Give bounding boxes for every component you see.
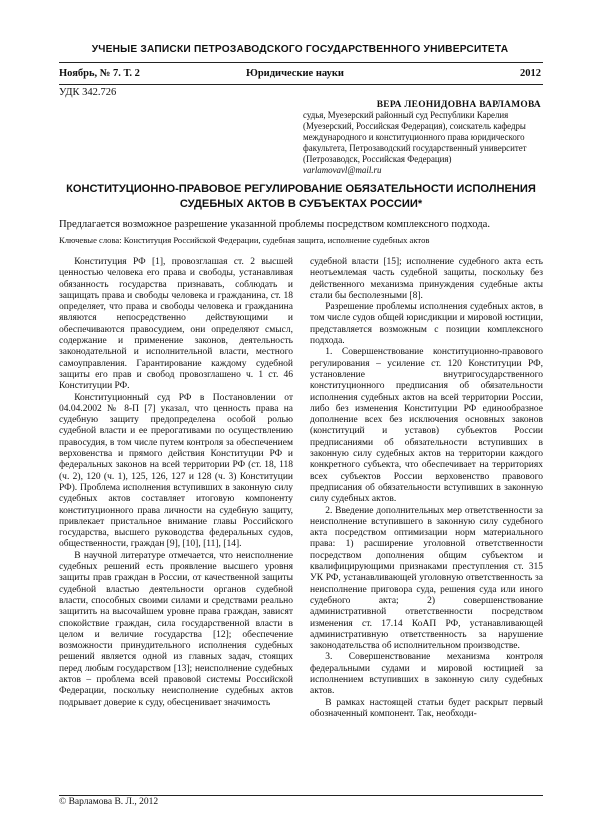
section-name: Юридические науки [246, 68, 344, 79]
year: 2012 [520, 68, 541, 79]
article-title: КОНСТИТУЦИОННО-ПРАВОВОЕ РЕГУЛИРОВАНИЕ ОБЯЗАТЕЛЬНОСТИ ИСПОЛНЕНИЯ СУДЕБНЫХ АКТОВ В СУБЪЕКТАХ РОССИИ* [66, 183, 536, 210]
author-email[interactable]: varlamovavl@mail.ru [303, 164, 382, 175]
affiliation-text: судья, Муезерский районный суд Республики Карелия (Муезерский, Российская Федерация), соискатель кафедры международного и конституционного права юридического факультета, Петрозаводский государственный университет (Петрозаводск, Российская Федерация) [303, 110, 527, 164]
paragraph: 1. Совершенствование конституционно-правового регулирования – усиление ст. 120 Конституции РФ, установление внутригосударственного конституционного предписания об обязательности исполнения судебных актов на всей территории России, либо без изменения Конституции РФ единообразное дополнение всех без исключения основных законов (конституций и уставов) субъектов России предписаниями об обязательности вступивших в законную силу судебных актов на территории каждого конкретного субъекта, что обеспечивает на территориях всех субъектов России верховенство правового предписания об обязательности вступивших в законную силу судебных актов. [310, 347, 543, 505]
paragraph: В научной литературе отмечается, что неисполнение судебных решений есть проявление высшего уровня защиты прав граждан в России, от качественной защиты судебной властью деятельности органов судебной власти, способных своими силами и средствами реально защитить на высочайшем уровне права граждан, зависят спокойствие граждан, сила государственной власти в целом и величие государства [12]; обеспечение возможности принудительного исполнения судебных решений является одной из главных задач, стоящих перед любым государством [13]; неисполнение судебных актов – проблема всей правовой системы Российской Федерации, поскольку неисполнение судебных актов подрывает доверие к суду, обесценивает значимость [59, 550, 293, 708]
footer-rule [59, 795, 543, 796]
udk-code: УДК 342.726 [59, 87, 117, 98]
author-name: ВЕРА ЛЕОНИДОВНА ВАРЛАМОВА [376, 100, 541, 110]
author-affiliation [303, 110, 543, 175]
paragraph: Конституционный суд РФ в Постановлении от 04.04.2002 № 8-П [7] указал, что ценность права на судебную защиту предопределена особой ролью судебной власти и ее прерогативами по осуществлению правосудия, в том числе путем контроля за обеспечением верховенства и прямого действия Конституции РФ и федеральных законов на всей территории РФ (ст. 18, 118 (ч. 2), 120 (ч. 1), 125, 126, 127 и 128 (ч. 3) Конституции РФ). Проблема исполнения вступивших в законную силу судебных актов составляет итоговую компоненту конституционного права личности на судебную защиту, привлекает пристальное внимание главы Российского государства, высшего руководства федеральных судов, общественности, граждан [9], [10], [11], [14]. [59, 392, 293, 550]
body-column-right [310, 257, 543, 720]
body-column-left [59, 257, 293, 709]
paragraph: 3. Совершенствование механизма контроля федеральными судами и мировой юстицией за исполнением вступивших в законную силу судебных актов. [310, 652, 543, 697]
paragraph: В рамках настоящей статьи будет раскрыт первый обозначенный компонент. Так, необходи- [310, 697, 543, 719]
copyright: © Варламова В. Л., 2012 [59, 797, 159, 807]
header-rule-top [59, 62, 543, 63]
paragraph-continued: судебной власти [15]; исполнение судебного акта есть неотъемлемая часть судебной защиты, поскольку без действенного механизма принуждения судебные акты стали бы бесполезными [8]. [310, 257, 543, 301]
header-rule-bottom [59, 84, 543, 85]
journal-title: УЧЕНЫЕ ЗАПИСКИ ПЕТРОЗАВОДСКОГО ГОСУДАРСТВЕННОГО УНИВЕРСИТЕТА [91, 44, 509, 55]
issue-info: Ноябрь, № 7. Т. 2 [59, 68, 140, 79]
paragraph: 2. Введение дополнительных мер ответственности за неисполнение вступившего в законную силу судебного акта посредством оптимизации норм материального права: 1) расширение уголовной ответственности посредством дополнения общим субъектом и квалифицирующими признаками преступления ст. 315 УК РФ, устанавливающей уголовную ответственность за неисполнение приговора суда, решения суда или иного судебного акта; 2) совершенствование административной ответственности посредством изменения ст. 17.14 КоАП РФ, устанавливающей административную ответственность за нарушение законодательства об исполнительном производстве. [310, 505, 543, 652]
paragraph: Разрешение проблемы исполнения судебных актов, в том числе судов общей юрисдикции и мировой юстиции, представляется возможным с позиции комплексного подхода. [310, 302, 543, 347]
keywords: Ключевые слова: Конституция Российской Федерации, судебная защита, исполнение судебных актов [59, 235, 430, 245]
paragraph: Конституция РФ [1], провозглашая ст. 2 высшей ценностью человека его права и свободы, устанавливая обязанность государства признавать, соблюдать и защищать права и свободы человека и гражданина, ст. 18 определяет, что права и свободы человека и гражданина являются непосредственно действующими и обеспечиваются правосудием, они определяют смысл, содержание и применение законов, деятельность законодательной и исполнительной власти, местного самоуправления. Гарантирование каждому судебной защиты его прав и свобод провозглашено ч. 1 ст. 46 Конституции РФ. [59, 257, 293, 392]
abstract: Предлагается возможное разрешение указанной проблемы посредством комплексного подхода. [59, 219, 490, 230]
